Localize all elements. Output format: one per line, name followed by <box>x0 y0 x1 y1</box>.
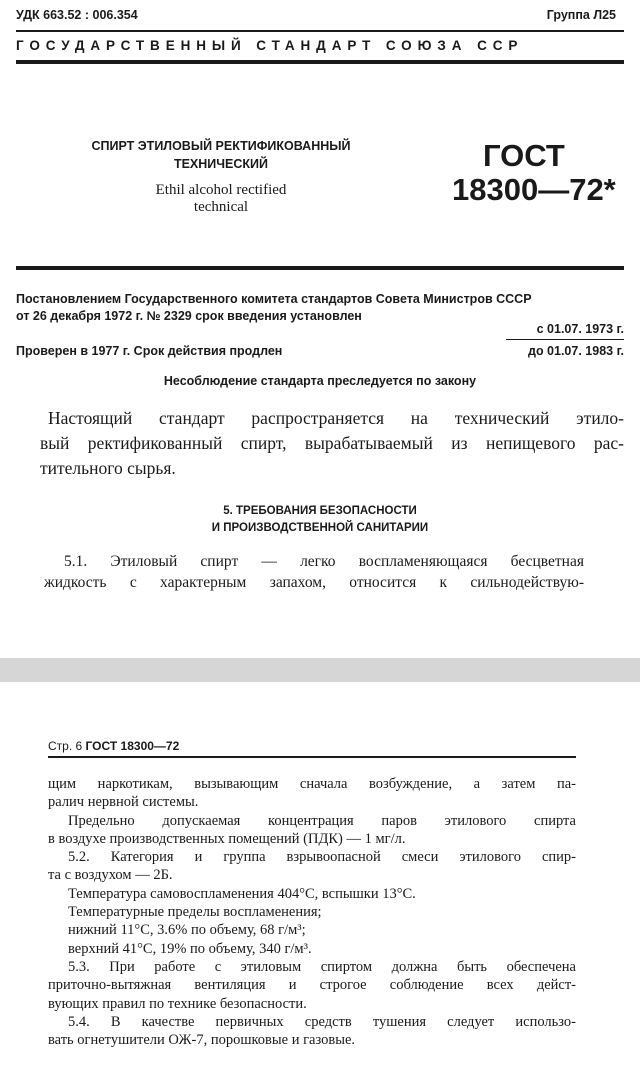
document-page-2 <box>0 682 640 1069</box>
body-line: в воздухе производственных помещений (ПДК) — 1 мг/л. <box>48 830 406 847</box>
body-line: Температура самовоспламенения 404°C, вспышки 13°C. <box>68 885 416 902</box>
body-line: вать огнетушители ОЖ-7, порошковые и газовые. <box>48 1032 356 1049</box>
decree-line1: Постановлением Государственного комитета стандартов Совета Министров СССР <box>16 292 532 306</box>
page-header <box>48 739 179 753</box>
title-ru-line2: ТЕХНИЧЕСКИЙ <box>173 157 269 171</box>
section-title-line1: 5. ТРЕБОВАНИЯ БЕЗОПАСНОСТИ <box>223 505 417 517</box>
gost-ref: ГОСТ 18300—72 <box>85 739 180 753</box>
decree-line2: от 26 декабря 1972 г. № 2329 срок введения установлен <box>16 309 362 323</box>
body-line: 5.3. При работе с этиловым спиртом должна быть обеспечена <box>68 958 576 975</box>
page2-header-rule <box>48 756 576 758</box>
clause-line: 5.1. Этиловый спирт — легко воспламеняющаяся бесцветная <box>64 553 584 570</box>
body-line: приточно-вытяжная вентиляция и строгое соблюдение всех дейст- <box>48 977 576 994</box>
page2-body <box>48 775 576 1049</box>
body-line: та с воздухом — 2Б. <box>48 867 173 884</box>
checked-line: Проверен в 1977 г. Срок действия продлен <box>16 344 283 358</box>
title-en-line1: Ethil alcohol rectified <box>155 182 287 198</box>
body-line: верхний 41°C, 19% по объему, 340 г/м³. <box>68 940 312 957</box>
body-line: Предельно допускаемая концентрация паров этилового спирта <box>68 812 576 829</box>
top-rule <box>16 30 624 32</box>
intro-line: Настоящий стандарт распространяется на технический этило- <box>48 408 624 428</box>
udk-code: УДК 663.52 : 006.354 <box>16 8 138 22</box>
title-en-line2: technical <box>193 199 249 215</box>
intro-line: тительного сырья. <box>40 458 176 478</box>
body-line: 5.2. Категория и группа взрывоопасной смеси этилового спир- <box>68 849 576 866</box>
clause-line: жидкость с характерным запахом, относится к сильнодействую- <box>44 574 584 591</box>
date-from: с 01.07. 1973 г. <box>536 322 624 336</box>
date-to: до 01.07. 1983 г. <box>528 344 624 358</box>
page-label: Стр. 6 <box>48 739 83 753</box>
state-standard-header: ГОСУДАРСТВЕННЫЙ СТАНДАРТ СОЮЗА ССР <box>16 38 524 53</box>
body-line: Температурные пределы воспламенения; <box>68 904 322 921</box>
date-separator <box>506 339 624 340</box>
title-ru-line1: СПИРТ ЭТИЛОВЫЙ РЕКТИФИКОВАННЫЙ <box>91 139 351 153</box>
group-code: Группа Л25 <box>546 8 616 22</box>
header-thick-rule <box>16 60 624 64</box>
gost-number: 18300—72* <box>452 172 616 207</box>
title-thick-rule <box>16 266 624 270</box>
intro-paragraph <box>40 406 624 481</box>
body-line: нижний 11°C, 3.6% по объему, 68 г/м³; <box>68 922 306 939</box>
section-title-line2: И ПРОИЗВОДСТВЕННОЙ САНИТАРИИ <box>211 522 429 534</box>
clause-5-1 <box>44 551 584 593</box>
body-line: 5.4. В качестве первичных средств тушения следует использо- <box>68 1013 576 1030</box>
body-line: ралич нервной системы. <box>48 794 199 811</box>
body-line: щим наркотикам, вызывающим сначала возбуждение, а затем па- <box>48 776 576 792</box>
intro-line: вый ректификованный спирт, вырабатываемый из непищевого рас- <box>40 433 624 453</box>
body-line: вующих правил по технике безопасности. <box>48 995 307 1012</box>
gost-label: ГОСТ <box>483 138 565 173</box>
warning-notice: Несоблюдение стандарта преследуется по закону <box>163 374 477 388</box>
